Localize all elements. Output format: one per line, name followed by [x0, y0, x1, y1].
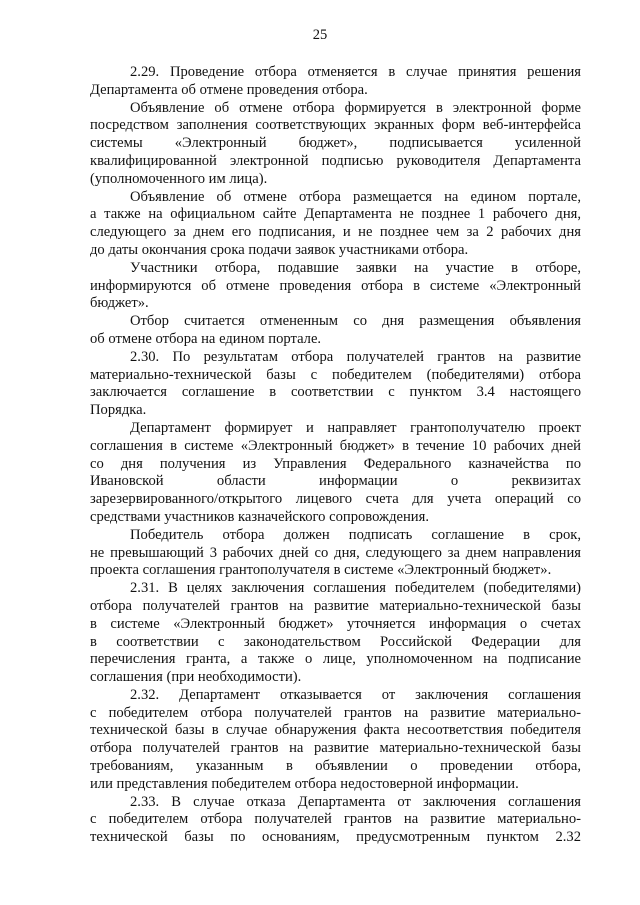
- text-line: (уполномоченного им лица).: [90, 170, 268, 187]
- text-line: отбора получателей грантов на развитие материально-технической базы: [90, 597, 581, 614]
- text-line: в системе «Электронный бюджет» уточняется информация о счетах: [90, 615, 581, 632]
- text-line: Порядка.: [90, 402, 147, 419]
- text-line: 2.29. Проведение отбора отменяется в случае принятия решения: [130, 64, 581, 80]
- document-body: [90, 64, 581, 847]
- text-line: Победитель отбора должен подписать соглашение в срок,: [130, 526, 581, 543]
- text-line: или представления победителем отбора недостоверной информации.: [90, 775, 519, 792]
- text-line: Объявление об отмене отбора размещается на едином портале,: [130, 188, 581, 205]
- text-line: следующего за днем его подписания, и не позднее чем за 2 рабочих дня: [90, 224, 581, 241]
- text-line: требованиям, указанным в объявлении о проведении отбора,: [90, 758, 581, 775]
- text-line: отбора получателей грантов на развитие материально-технической базы: [90, 740, 581, 757]
- text-line: а также на официальном сайте Департамента не позднее 1 рабочего дня,: [90, 206, 581, 223]
- text-line: Отбор считается отмененным со дня размещения объявления: [130, 313, 581, 330]
- text-line: проекта соглашения грантополучателя в системе «Электронный бюджет».: [90, 562, 552, 579]
- text-line: Департамент формирует и направляет грантополучателю проект: [130, 419, 581, 436]
- text-line: Участники отбора, подавшие заявки на участие в отборе,: [130, 259, 581, 276]
- text-line: системы «Электронный бюджет», подписывается усиленной: [90, 135, 581, 152]
- text-line: зарезервированного/открытого лицевого счета для учета операций со: [90, 491, 581, 508]
- page-number: 25: [312, 27, 328, 43]
- text-line: технической базы по основаниям, предусмотренным пунктом 2.32: [90, 829, 581, 846]
- text-line: с победителем отбора получателей грантов на развитие материально-: [90, 704, 581, 721]
- text-line: 2.33. В случае отказа Департамента от заключения соглашения: [130, 793, 581, 810]
- text-line: соглашения (при необходимости).: [90, 669, 302, 686]
- text-line: об отмене отбора на едином портале.: [90, 330, 322, 347]
- text-line: перечисления гранта, а также о лице, уполномоченном на подписание: [90, 651, 581, 668]
- text-line: средствами участников казначейского сопровождения.: [90, 508, 429, 525]
- text-line: со дня получения из Управления Федерального казначейства по: [90, 455, 581, 472]
- text-line: заключается соглашение в соответствии с пунктом 3.4 настоящего: [90, 384, 581, 401]
- text-line: 2.30. По результатам отбора получателей грантов на развитие: [130, 348, 581, 365]
- text-line: в соответствии с законодательством Российской Федерации для: [90, 633, 581, 650]
- text-line: до даты окончания срока подачи заявок участниками отбора.: [90, 241, 469, 258]
- text-line: соглашения в системе «Электронный бюджет» в течение 10 рабочих дней: [90, 437, 581, 454]
- text-line: материально-технической базы с победителем (победителями) отбора: [90, 366, 581, 383]
- text-line: с победителем отбора получателей грантов на развитие материально-: [90, 811, 581, 828]
- text-line: технической базы в случае обнаружения факта несоответствия победителя: [90, 722, 581, 739]
- text-line: квалифицированной электронной подписью руководителя Департамента: [90, 152, 581, 169]
- text-line: 2.31. В целях заключения соглашения победителем (победителями): [130, 580, 581, 597]
- text-line: посредством заполнения соответствующих экранных форм веб-интерфейса: [90, 117, 581, 134]
- text-line: Ивановской области информации о реквизитах: [90, 473, 581, 490]
- text-line: не превышающий 3 рабочих дней со дня, следующего за днем направления: [90, 544, 581, 561]
- text-line: Департамента об отмене проведения отбора.: [90, 81, 368, 98]
- text-line: Объявление об отмене отбора формируется в электронной форме: [130, 99, 581, 116]
- text-line: информируются об отмене проведения отбора в системе «Электронный: [90, 277, 581, 294]
- text-line: бюджет».: [90, 295, 149, 312]
- text-line: 2.32. Департамент отказывается от заключения соглашения: [130, 686, 581, 703]
